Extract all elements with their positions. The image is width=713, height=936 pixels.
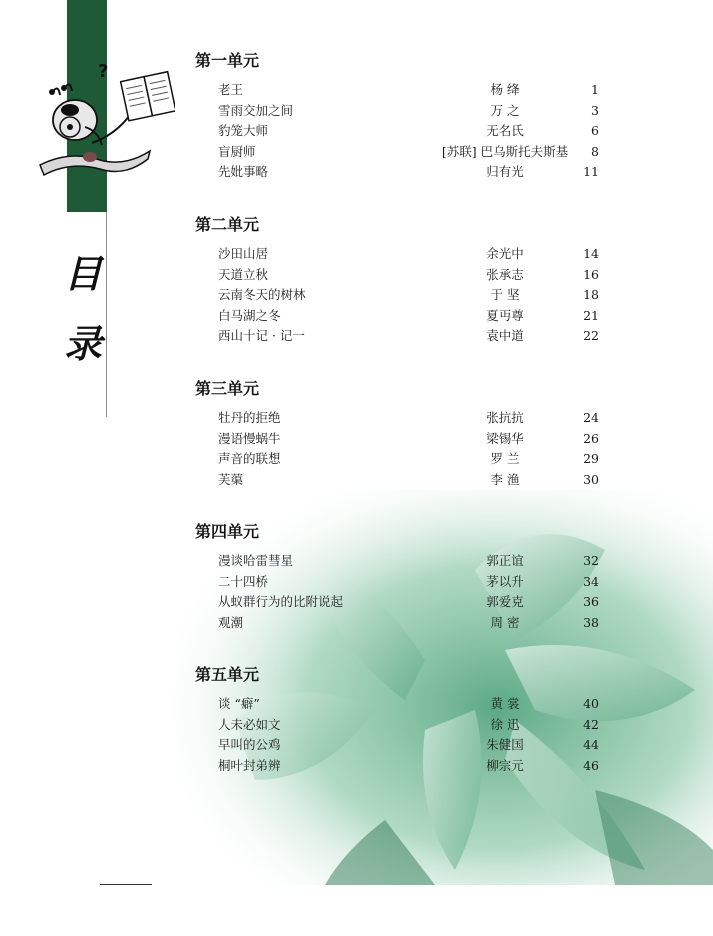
entry-author: 柳宗元 — [486, 757, 524, 773]
entry-author: 归有光 — [486, 164, 524, 179]
entry-author: 梁锡华 — [486, 430, 524, 446]
entry-page: 14 — [583, 246, 599, 261]
entry-page: 42 — [583, 716, 599, 732]
unit-section — [195, 519, 599, 633]
svg-text:?: ? — [98, 61, 109, 82]
unit-title: 第一单元 — [195, 51, 260, 70]
toc-entry[interactable] — [195, 142, 599, 163]
entry-page: 18 — [583, 287, 599, 302]
entry-page: 16 — [583, 266, 599, 282]
entry-title: 云南冬天的树林 — [218, 287, 306, 302]
entry-page: 1 — [591, 82, 599, 97]
entry-author: 郭爱克 — [486, 594, 524, 609]
heading-char-1: 目 — [64, 252, 103, 296]
toc-entry[interactable] — [195, 756, 599, 777]
toc-entry[interactable] — [195, 306, 599, 327]
entry-page: 3 — [591, 102, 599, 118]
entry-page: 8 — [591, 143, 599, 159]
entry-page: 26 — [583, 430, 599, 446]
vertical-divider — [106, 212, 107, 417]
toc-entry[interactable] — [195, 592, 599, 613]
footer-rule — [100, 884, 152, 885]
entry-title: 谈 “癖” — [218, 696, 260, 711]
toc-entry[interactable] — [195, 285, 599, 306]
contents-heading — [64, 252, 104, 391]
entry-author: 李 渔 — [490, 471, 520, 487]
entry-title: 声音的联想 — [218, 451, 281, 466]
toc-entry[interactable] — [195, 80, 599, 101]
entry-title: 二十四桥 — [218, 573, 269, 589]
entry-author: 周 密 — [490, 614, 520, 630]
entry-title: 西山十记 · 记一 — [218, 328, 305, 343]
entry-author: 袁中道 — [486, 328, 524, 343]
entry-page: 44 — [583, 737, 599, 752]
toc-entry[interactable] — [195, 326, 599, 347]
entry-title: 桐叶封弟辨 — [218, 757, 281, 773]
entry-title: 先妣事略 — [218, 164, 269, 179]
entry-page: 11 — [583, 164, 599, 179]
toc-entry[interactable] — [195, 101, 599, 122]
entry-author: 徐 迅 — [490, 716, 520, 732]
entry-page: 24 — [583, 410, 599, 425]
toc-entry[interactable] — [195, 429, 599, 450]
toc-entry[interactable] — [195, 735, 599, 756]
entry-title: 早叫的公鸡 — [218, 737, 281, 752]
toc-entry[interactable] — [195, 244, 599, 265]
entry-title: 牡丹的拒绝 — [218, 410, 281, 425]
unit-title: 第二单元 — [195, 215, 260, 234]
entry-page: 46 — [583, 757, 599, 773]
unit-title: 第五单元 — [195, 665, 260, 684]
entry-title: 漫语慢蜗牛 — [218, 430, 281, 446]
entry-page: 29 — [583, 451, 599, 466]
entry-author: 夏丏尊 — [486, 307, 524, 323]
entry-page: 32 — [583, 553, 599, 568]
entry-author: 郭正谊 — [486, 553, 524, 568]
toc-entry[interactable] — [195, 715, 599, 736]
unit-section — [195, 662, 599, 776]
entry-page: 38 — [583, 614, 599, 630]
entry-title: 观潮 — [218, 614, 244, 630]
entry-author: 黄 裳 — [490, 696, 520, 711]
entry-page: 34 — [583, 573, 599, 589]
entry-page: 40 — [583, 696, 599, 711]
toc-entry[interactable] — [195, 551, 599, 572]
toc-entry[interactable] — [195, 162, 599, 183]
entry-title: 从蚁群行为的比附说起 — [218, 594, 344, 609]
entry-author: 茅以升 — [486, 573, 524, 589]
entry-author: [苏联] 巴乌斯托夫斯基 — [441, 143, 569, 159]
entry-title: 天道立秋 — [218, 266, 269, 282]
entry-page: 36 — [583, 594, 599, 609]
toc-entry[interactable] — [195, 470, 599, 491]
entry-title: 豹笼大师 — [218, 123, 269, 138]
unit-section — [195, 376, 599, 490]
entry-author: 张抗抗 — [486, 410, 524, 425]
entry-title: 白马湖之冬 — [218, 307, 281, 323]
unit-title: 第三单元 — [195, 379, 260, 398]
unit-section — [195, 48, 599, 183]
entry-title: 沙田山居 — [218, 246, 269, 261]
entry-title: 人未必如文 — [218, 716, 281, 732]
entry-title: 老王 — [218, 82, 244, 97]
entry-author: 朱健国 — [486, 737, 524, 752]
toc-entry[interactable] — [195, 449, 599, 470]
entry-author: 罗 兰 — [490, 451, 520, 466]
entry-title: 盲厨师 — [218, 143, 256, 159]
entry-author: 杨 绛 — [490, 82, 520, 97]
entry-title: 雪雨交加之间 — [218, 102, 294, 118]
entry-author: 于 坚 — [490, 287, 520, 302]
toc-entry[interactable] — [195, 613, 599, 634]
toc-entry[interactable] — [195, 694, 599, 715]
entry-page: 30 — [583, 471, 599, 487]
entry-page: 21 — [583, 307, 599, 323]
entry-author: 张承志 — [486, 266, 524, 282]
entry-author: 无名氏 — [486, 123, 524, 138]
toc-entry[interactable] — [195, 265, 599, 286]
entry-author: 余光中 — [486, 246, 524, 261]
reading-mascot-illustration — [30, 55, 175, 180]
toc-entry[interactable] — [195, 408, 599, 429]
entry-author: 万 之 — [490, 102, 520, 118]
entry-title: 漫谈哈雷彗星 — [218, 553, 294, 568]
toc-entry[interactable] — [195, 572, 599, 593]
unit-title: 第四单元 — [195, 522, 260, 541]
entry-page: 6 — [591, 123, 599, 138]
entry-page: 22 — [583, 328, 599, 343]
unit-section — [195, 212, 599, 347]
entry-title: 芙蕖 — [218, 471, 244, 487]
heading-char-2: 录 — [64, 322, 103, 366]
toc-entry[interactable] — [195, 121, 599, 142]
